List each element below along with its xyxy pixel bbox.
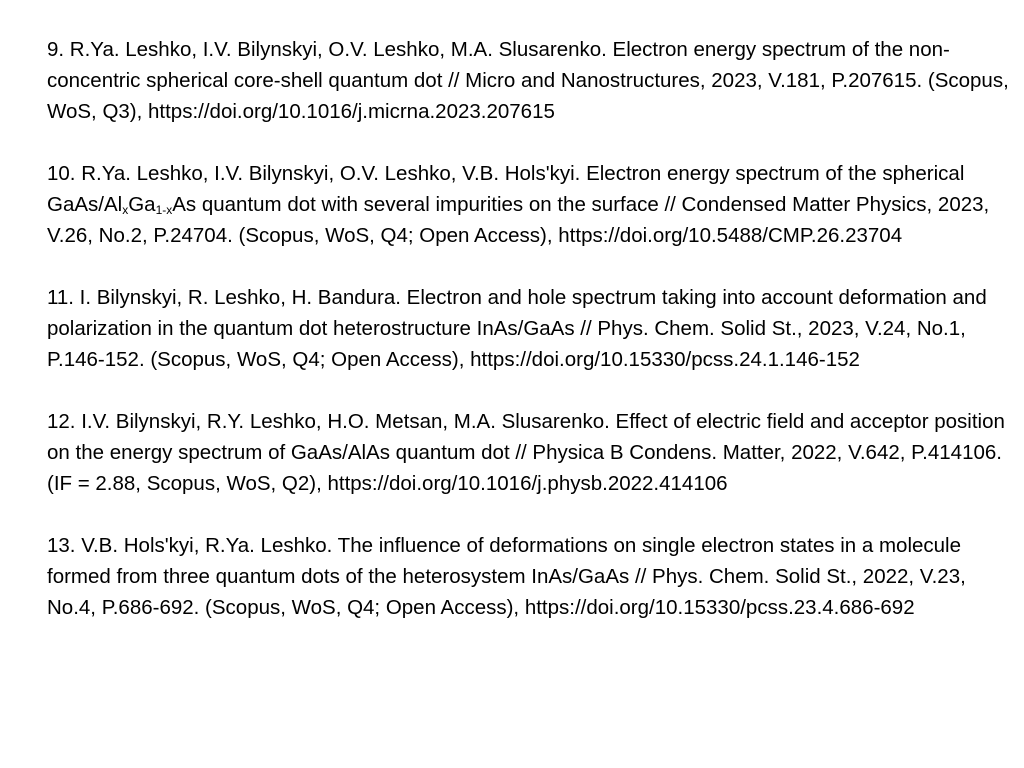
reference-text: 9. R.Ya. Leshko, I.V. Bilynskyi, O.V. Leshko, M.A. Slusarenko. Electron energy spectrum of the non-concentric spherical core-shell quantum dot // Micro and Nanostructures, 2023, V.181, P.207615. (Scopus, WoS, Q3), https://doi.org/10.1016/j.micrna.2023.207615 — [47, 38, 1009, 123]
subscript-x: x — [122, 203, 129, 217]
reference-list — [47, 34, 1012, 654]
reference-text-mid: Ga — [128, 193, 156, 216]
reference-item-13 — [47, 530, 1012, 623]
reference-item-11 — [47, 282, 1012, 375]
subscript-1-x: 1-x — [155, 203, 173, 217]
reference-text-pre: 10. R.Ya. Leshko, I.V. Bilynskyi, O.V. Leshko, V.B. Hols'kyi. Electron energy spectrum of the spherical GaAs/Al — [47, 162, 965, 216]
reference-item-12 — [47, 406, 1012, 499]
reference-text-post: As quantum dot with several impurities on the surface // Condensed Matter Physics, 2023, V.26, No.2, P.24704. (Scopus, WoS, Q4; Open Access), https://doi.org/10.5488/CMP.26.23704 — [47, 193, 990, 247]
reference-text: 13. V.B. Hols'kyi, R.Ya. Leshko. The influence of deformations on single electron states in a molecule formed from three quantum dots of the heterosystem InAs/GaAs // Phys. Chem. Solid St., 2022, V.23, No.4, P.686-692. (Scopus, WoS, Q4; Open Access), https://doi.org/10.15330/pcss.23.4.686-692 — [47, 534, 966, 619]
reference-item-9 — [47, 34, 1012, 127]
reference-item-10 — [47, 158, 1012, 251]
reference-text: 11. I. Bilynskyi, R. Leshko, H. Bandura. Electron and hole spectrum taking into account deformation and polarization in the quantum dot heterostructure InAs/GaAs // Phys. Chem. Solid St., 2023, V.24, No.1, P.146-152. (Scopus, WoS, Q4; Open Access), https://doi.org/10.15330/pcss.24.1.146-152 — [47, 286, 987, 371]
reference-text: 12. I.V. Bilynskyi, R.Y. Leshko, H.O. Metsan, M.A. Slusarenko. Effect of electric field and acceptor position on the energy spectrum of GaAs/AlAs quantum dot // Physica B Condens. Matter, 2022, V.642, P.414106. (IF = 2.88, Scopus, WoS, Q2), https://doi.org/10.1016/j.physb.2022.414106 — [47, 410, 1005, 495]
